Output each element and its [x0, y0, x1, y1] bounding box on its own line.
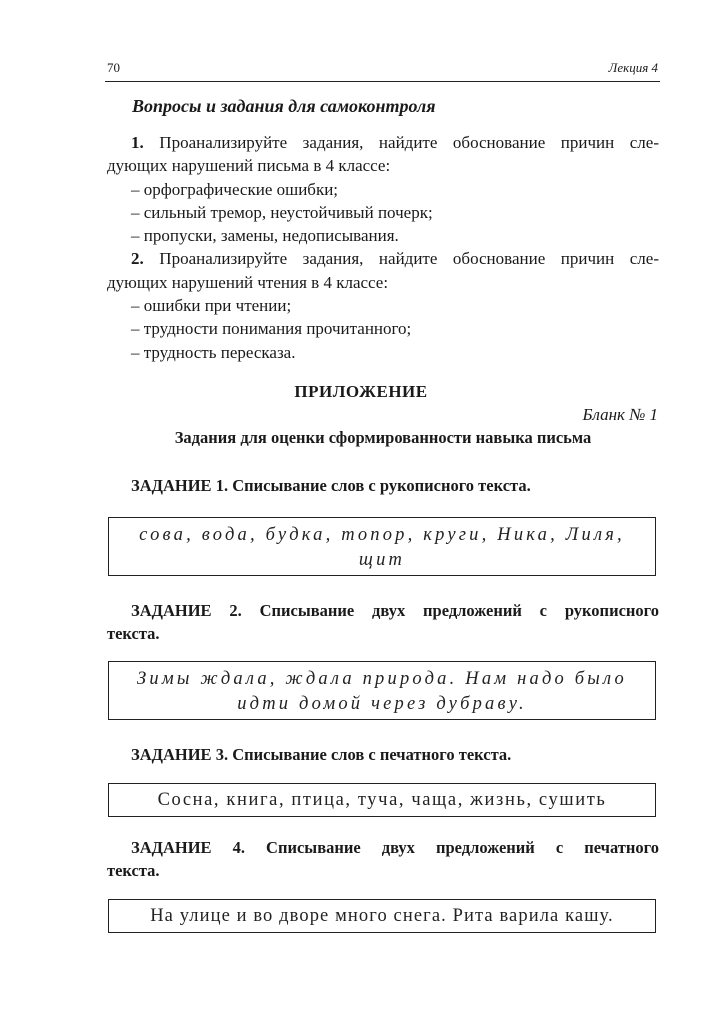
- task-label: ЗАДАНИЕ 2.: [131, 601, 242, 620]
- task-text-cont: текста.: [107, 624, 160, 643]
- question-2-item: – трудность пересказа.: [131, 342, 296, 362]
- sample-line: сова, вода, будка, топор, круги, Ника, Лиля,: [139, 525, 625, 545]
- question-2-number: 2.: [131, 249, 144, 269]
- task-1-sample-box: [108, 517, 656, 576]
- task-label: ЗАДАНИЕ 3.: [131, 745, 229, 764]
- sample-line: Зимы ждала, ждала природа. Нам надо было: [137, 669, 627, 689]
- sample-line: щит: [358, 550, 406, 570]
- task-3-sample-box: [108, 783, 656, 817]
- header-rule: [105, 81, 660, 82]
- task-2-heading: [107, 599, 659, 645]
- appendix-title: ПРИЛОЖЕНИЕ: [294, 382, 428, 401]
- task-3-heading: [107, 743, 659, 766]
- task-text: Списывание двух предложений с рукописного: [241, 601, 659, 620]
- task-4-heading: [107, 836, 659, 882]
- appendix-subtitle: Задания для оценки сформированности навыка письма: [174, 428, 592, 447]
- task-2-sample-box: [108, 661, 656, 720]
- question-1-number: 1.: [131, 133, 144, 152]
- question-1-item: – пропуски, замены, недописывания.: [131, 226, 399, 246]
- sample-line: Сосна, книга, птица, туча, чаща, жизнь, сушить: [157, 790, 607, 810]
- question-2-line-1: 2. Проанализируйте задания, найдите обоснование причин сле-: [131, 249, 659, 269]
- section-title: Вопросы и задания для самоконтроля: [132, 96, 436, 116]
- sample-line: идти домой через дубраву.: [237, 694, 527, 714]
- task-text-cont: текста.: [107, 861, 160, 880]
- task-text: Списывание двух предложений с печатного: [245, 838, 659, 857]
- question-2-item: – трудности понимания прочитанного;: [131, 319, 412, 339]
- sample-line: На улице и во дворе много снега. Рита варила кашу.: [150, 906, 614, 926]
- question-1-item: – сильный тремор, неустойчивый почерк;: [131, 202, 433, 222]
- question-2-item: – ошибки при чтении;: [131, 296, 292, 316]
- questions-block: [107, 131, 659, 364]
- question-1-line-1: 1. Проанализируйте задания, найдите обоснование причин сле-: [131, 133, 659, 152]
- blank-label: Бланк № 1: [582, 405, 658, 424]
- task-4-sample-box: [108, 899, 656, 933]
- task-text: Списывание слов с печатного текста.: [228, 745, 512, 764]
- task-text: Списывание слов с рукописного текста.: [228, 476, 531, 495]
- task-label: ЗАДАНИЕ 4.: [131, 838, 245, 857]
- question-2-line-2: дующих нарушений чтения в 4 классе:: [107, 272, 389, 292]
- question-1-item: – орфографические ошибки;: [131, 179, 339, 199]
- question-1-line-2: дующих нарушений письма в 4 классе:: [107, 156, 391, 176]
- running-header-lecture: Лекция 4: [608, 60, 658, 75]
- task-label: ЗАДАНИЕ 1.: [131, 476, 229, 495]
- task-1-heading: [107, 474, 659, 497]
- page-number: 70: [107, 60, 120, 75]
